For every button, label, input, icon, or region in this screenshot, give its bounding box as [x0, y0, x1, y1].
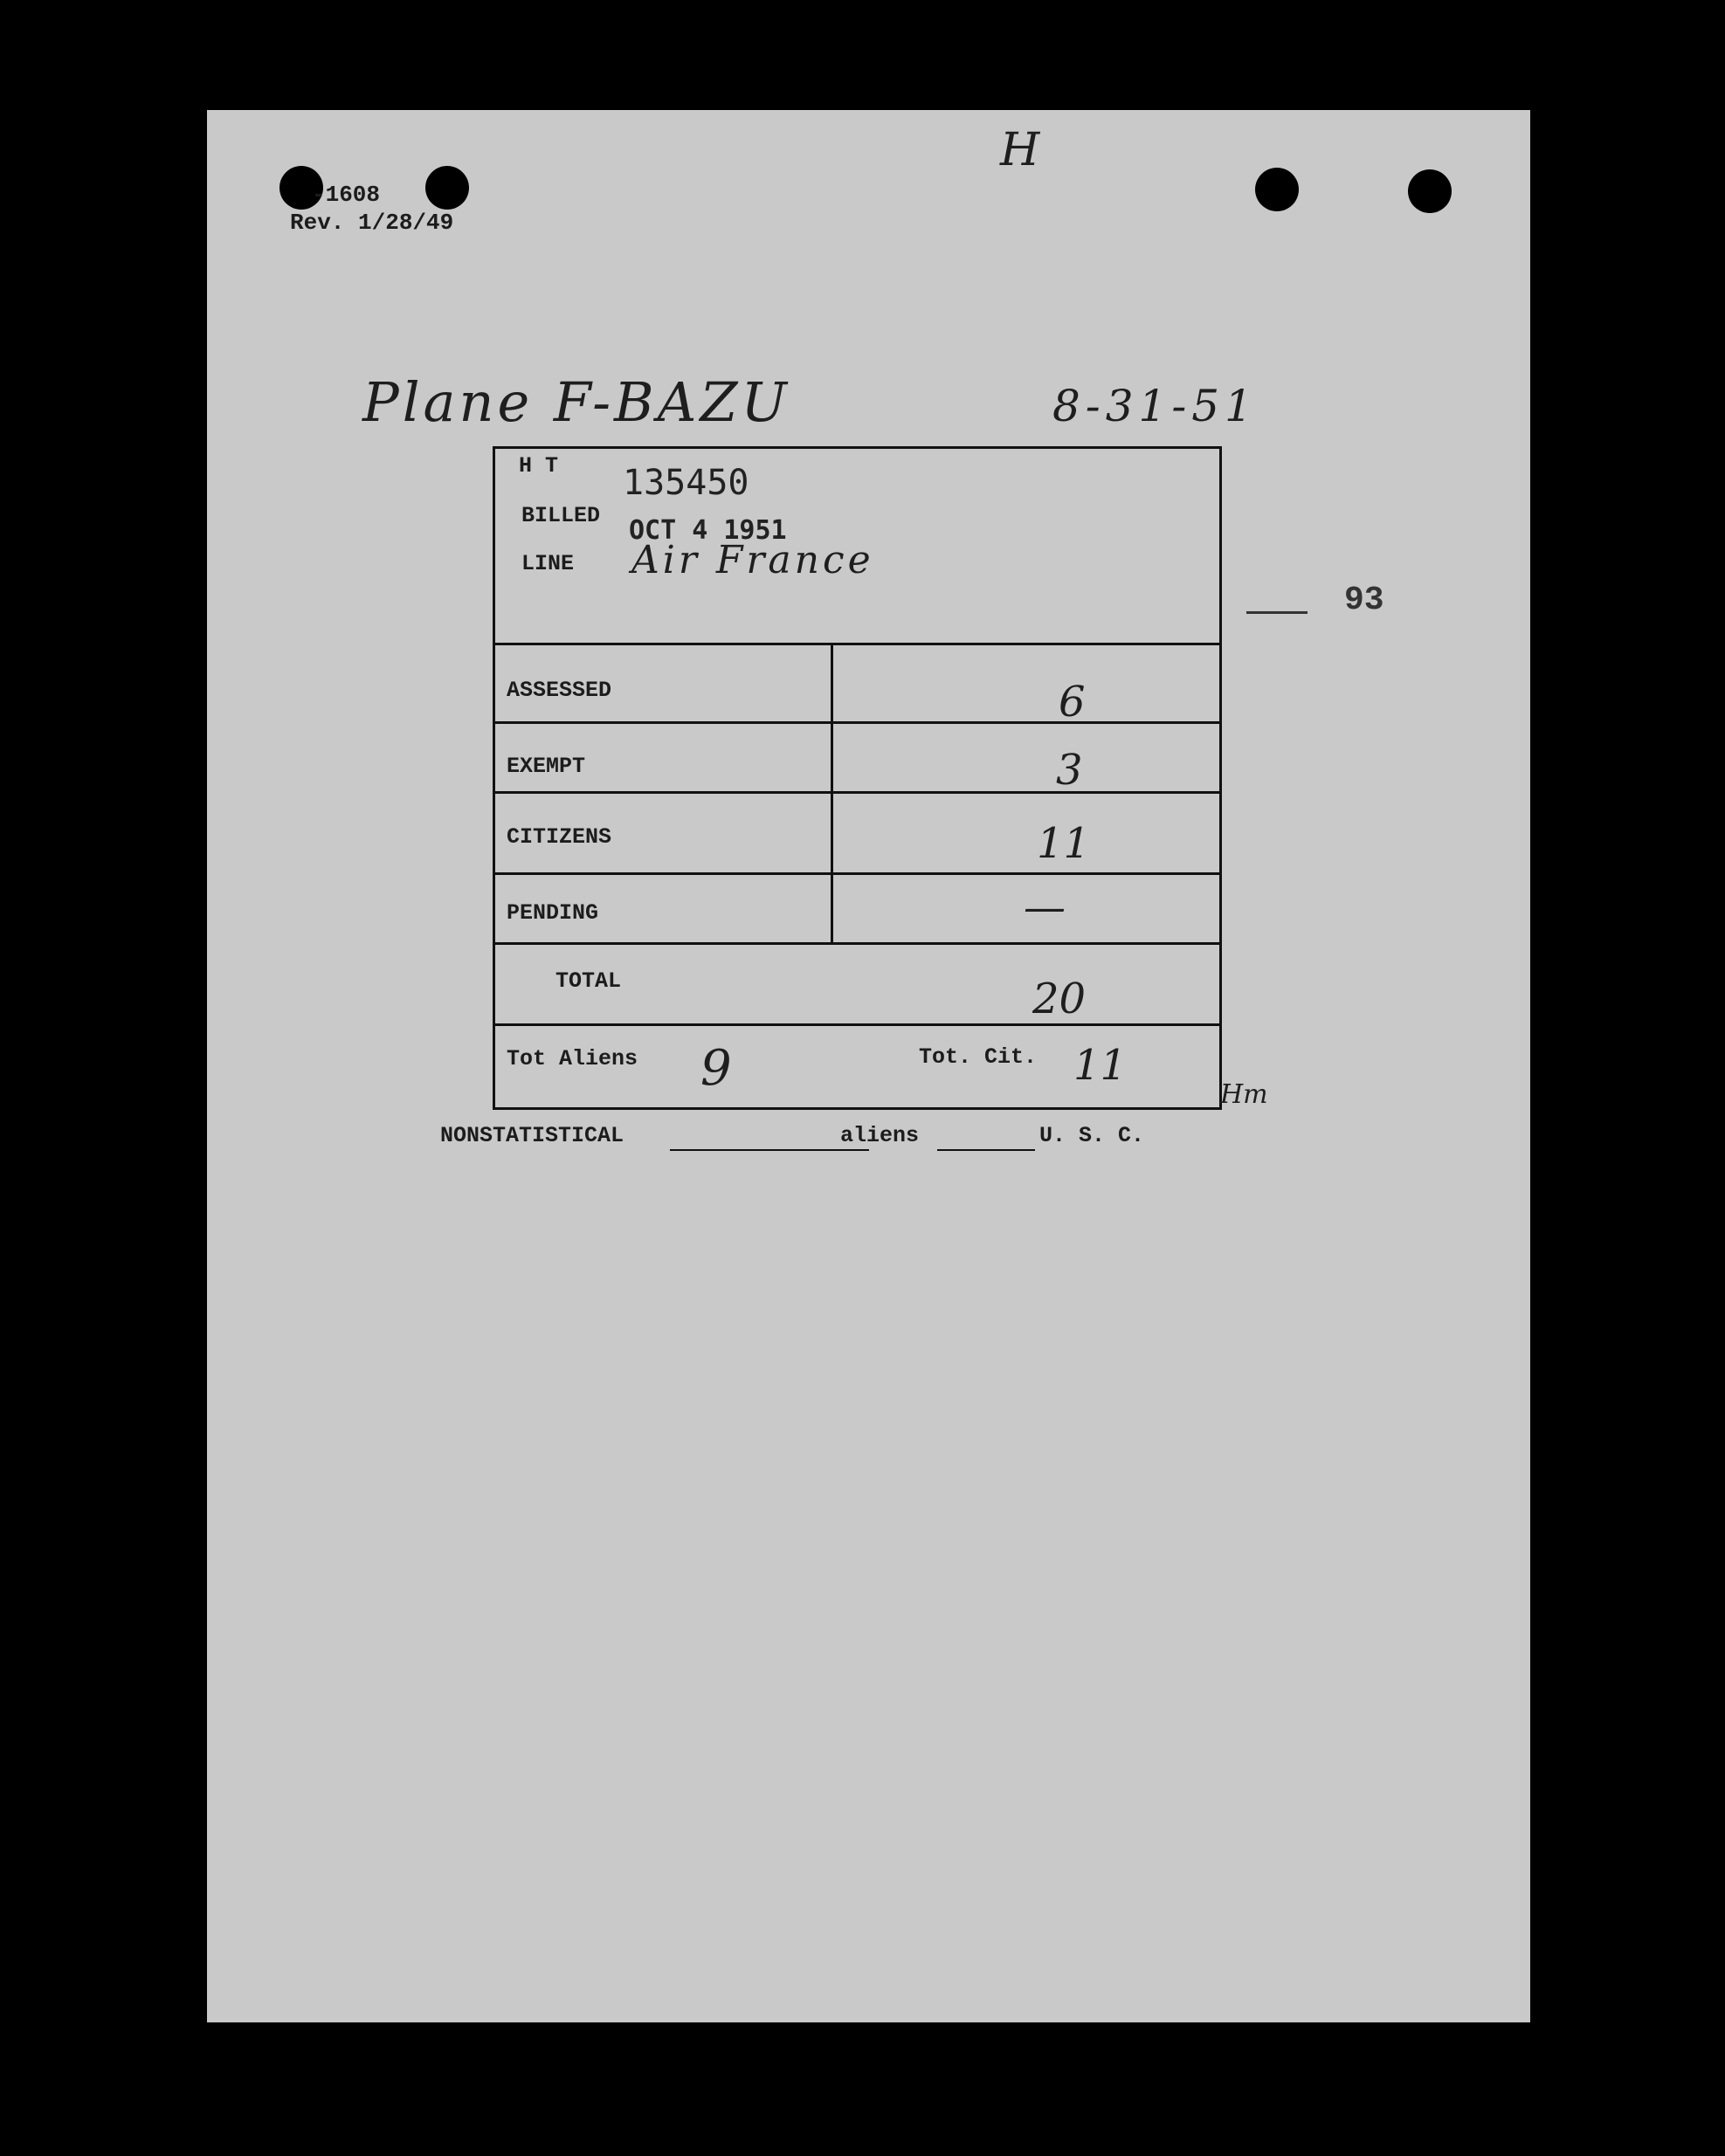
exempt-label: EXEMPT [507, 754, 586, 779]
flight-date: 8-31-51 [1052, 381, 1258, 431]
billed-date-stamp: OCT 4 1951 [629, 515, 787, 546]
tot-aliens-label: Tot Aliens [507, 1046, 638, 1071]
airline-name: Air France [631, 538, 874, 582]
billed-label: BILLED [521, 503, 601, 528]
initials: Hm [1220, 1079, 1268, 1110]
nonstatistical-label: NONSTATISTICAL [440, 1123, 624, 1148]
citizens-label: CITIZENS [507, 824, 612, 850]
table-rule [493, 872, 1222, 875]
punch-hole [1255, 168, 1299, 211]
pending-value: — [1024, 883, 1066, 932]
form-number: -1608 [312, 182, 381, 208]
total-value: 20 [1032, 975, 1087, 1023]
aliens-blank [937, 1149, 1035, 1151]
tot-aliens-value: 9 [700, 1040, 732, 1097]
form-revision: Rev. 1/28/49 [290, 210, 454, 236]
line-label: LINE [521, 551, 575, 576]
aliens-label: aliens [840, 1123, 920, 1148]
citizens-value: 11 [1037, 819, 1091, 868]
table-rule [493, 942, 1222, 945]
side-dash [1246, 611, 1308, 614]
tot-cit-label: Tot. Cit. [919, 1044, 1038, 1070]
table-rule [493, 721, 1222, 724]
plane-registration: Plane F-BAZU [362, 370, 790, 434]
punch-hole [1408, 169, 1452, 213]
top-mark: H [1000, 124, 1040, 176]
table-rule [493, 1023, 1222, 1026]
table-rule [493, 791, 1222, 794]
pending-label: PENDING [507, 900, 599, 926]
total-label: TOTAL [555, 968, 622, 994]
table-column-divider [831, 643, 833, 944]
assessed-label: ASSESSED [507, 678, 612, 703]
document-page [207, 110, 1530, 2022]
ht-label: H T [519, 453, 559, 479]
assessed-value: 6 [1059, 678, 1086, 727]
ht-number: 135450 [623, 463, 749, 503]
nonstatistical-blank [670, 1149, 869, 1151]
exempt-value: 3 [1056, 746, 1083, 795]
punch-hole [425, 166, 469, 210]
side-number: 93 [1344, 582, 1384, 619]
tot-cit-value: 11 [1073, 1041, 1128, 1090]
table-rule [493, 643, 1222, 645]
usc-label: U. S. C. [1039, 1123, 1145, 1148]
